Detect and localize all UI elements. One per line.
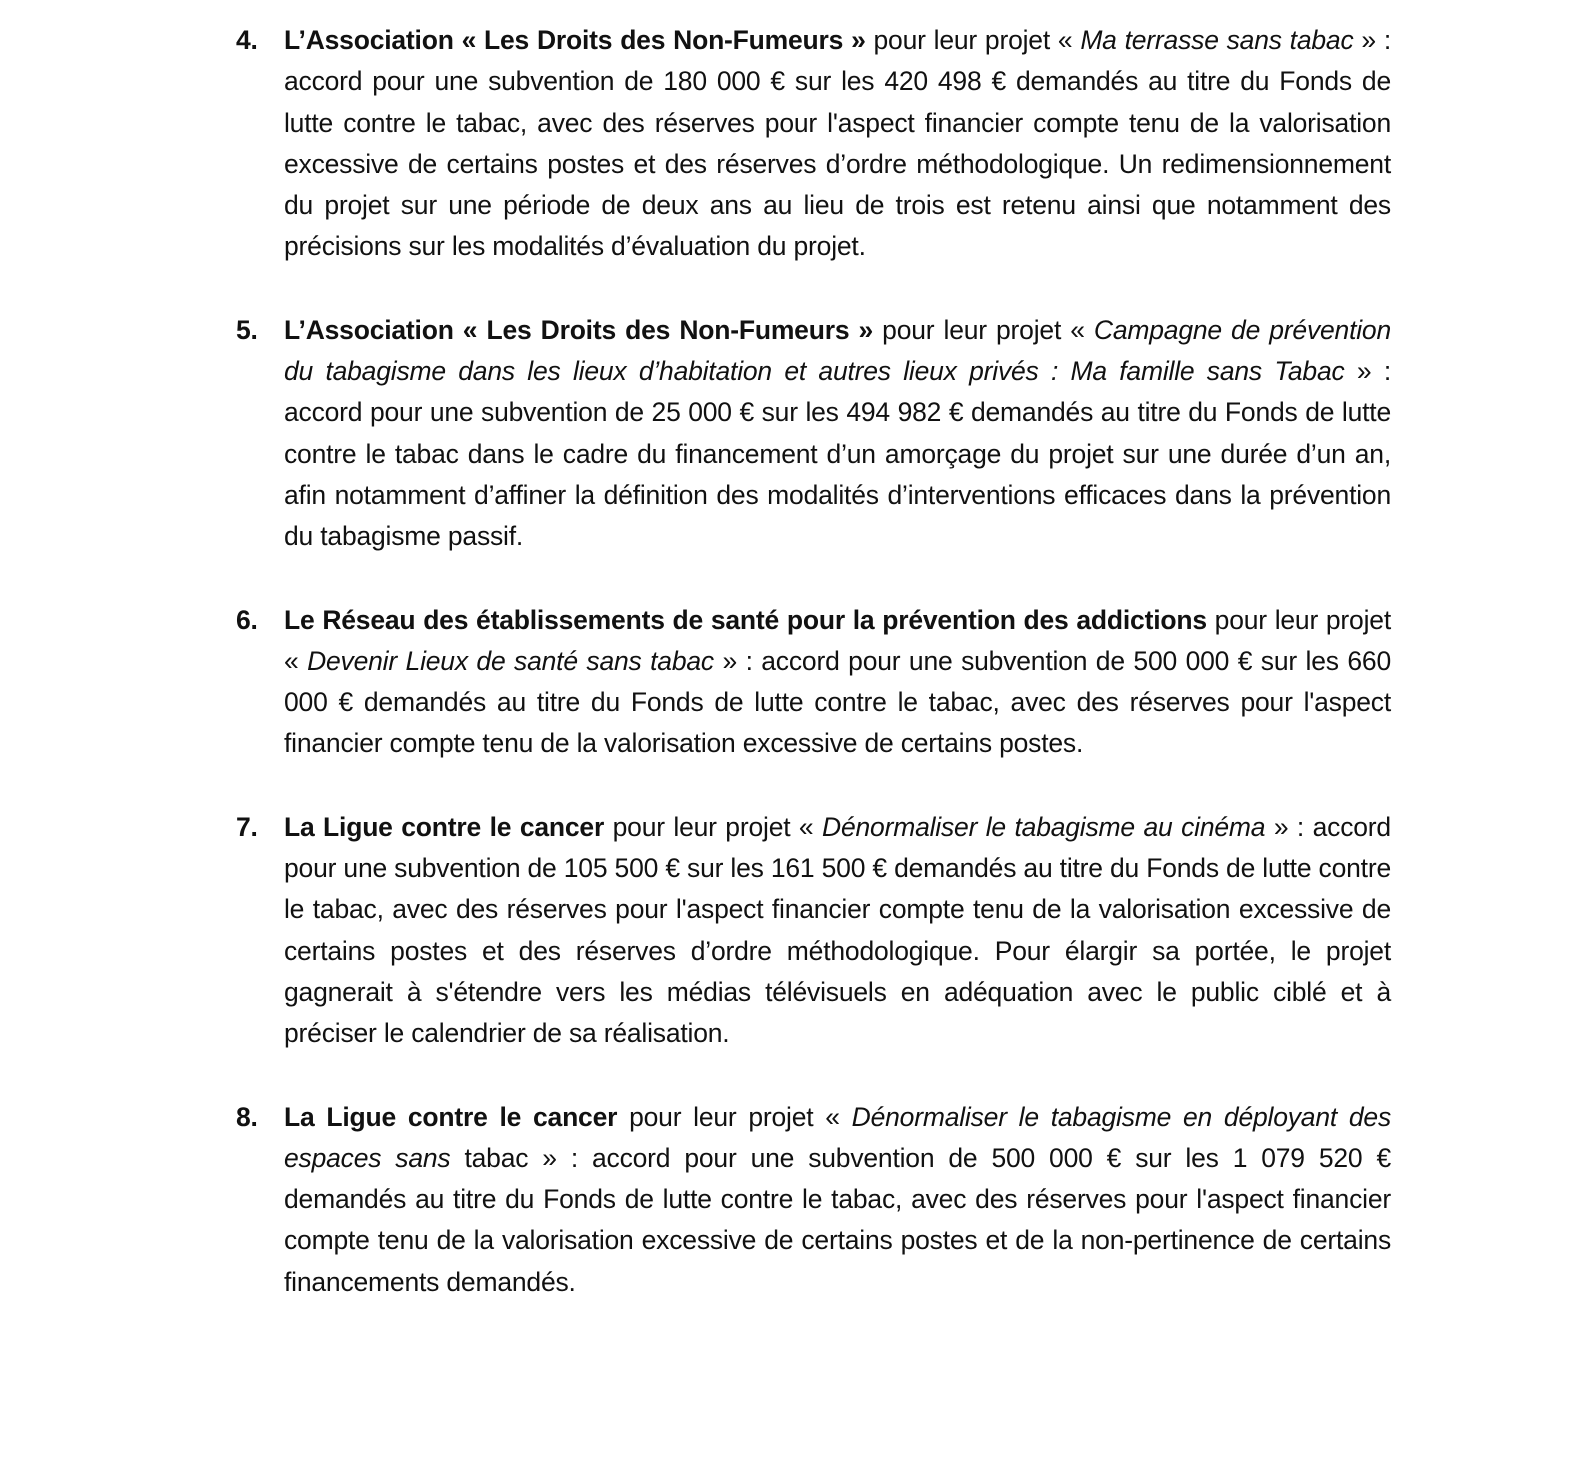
organization-name: La Ligue contre le cancer <box>284 1101 618 1132</box>
item-number: 5. <box>236 314 258 345</box>
item-number: 8. <box>236 1101 258 1132</box>
body-text: » : accord pour une subvention de 500 000 € sur les 660 000 € demandés au titre du Fonds de lutte contre le tabac, avec des réserves pour l'aspect financier compte tenu de la valorisation excessive de certains postes. <box>284 645 1391 759</box>
item-number: 4. <box>236 25 258 55</box>
organization-name: Le Réseau des établissements de santé pour la prévention des addictions <box>284 604 1207 635</box>
project-title: Dénormaliser le tabagisme au cinéma <box>822 811 1266 842</box>
project-title: Devenir Lieux de santé sans tabac <box>307 645 714 676</box>
body-text: pour leur projet « <box>284 604 1391 676</box>
list-item <box>236 1097 1391 1303</box>
body-text: pour leur projet « <box>873 314 1094 345</box>
body-text: pour leur projet « <box>617 1101 852 1132</box>
item-number: 6. <box>236 604 258 635</box>
list-item <box>236 20 1391 268</box>
organization-name: L’Association « Les Droits des Non-Fumeurs » <box>284 25 866 55</box>
body-text: pour leur projet « <box>604 811 823 842</box>
project-title: Campagne de prévention du tabagisme dans les lieux d’habitation et autres lieux privés : Ma famille sans Tabac <box>284 314 1391 387</box>
body-text: » : accord pour une subvention de 25 000 € sur les 494 982 € demandés au titre du Fonds de lutte contre le tabac dans le cadre du financement d’un amorçage du projet sur une durée d’un an, afin notamment d’affiner la définition des modalités d’interventions efficaces dans la prévention du tabagisme passif. <box>284 356 1391 552</box>
list-item <box>236 807 1391 1055</box>
item-number: 7. <box>236 811 258 842</box>
body-text: tabac » : accord pour une subvention de 500 000 € sur les 1 079 520 € demandés au titre du Fonds de lutte contre le tabac, avec des réserves pour l'aspect financier compte tenu de la valorisation excessive de certains postes et de la non-pertinence de certains financements demandés. <box>284 1142 1391 1297</box>
body-text: » : accord pour une subvention de 105 500 € sur les 161 500 € demandés au titre du Fonds de lutte contre le tabac, avec des réserves pour l'aspect financier compte tenu de la valorisation excessive de certains postes et des réserves d’ordre méthodologique. Pour élargir sa portée, le projet gagnerait à s'étendre vers les médias télévisuels en adéquation avec le public ciblé et à préciser le calendrier de sa réalisation. <box>284 811 1391 1049</box>
organization-name: La Ligue contre le cancer <box>284 811 605 842</box>
list-item <box>236 310 1391 558</box>
project-title: Dénormaliser le tabagisme en déployant des espaces sans <box>284 1101 1391 1173</box>
organization-name: L’Association « Les Droits des Non-Fumeurs » <box>284 314 874 345</box>
body-text: pour leur projet « <box>865 25 1081 55</box>
subsidy-list <box>236 20 1391 1303</box>
body-text: » : accord pour une subvention de 180 000 € sur les 420 498 € demandés au titre du Fonds de lutte contre le tabac, avec des réserves pour l'aspect financier compte tenu de la valorisation excessive de certains postes et des réserves d’ordre méthodologique. Un redimensionnement du projet sur une période de deux ans au lieu de trois est retenu ainsi que notamment des précisions sur les modalités d’évaluation du projet. <box>284 25 1391 262</box>
project-title: Ma terrasse sans tabac <box>1080 25 1354 55</box>
list-item <box>236 600 1391 765</box>
